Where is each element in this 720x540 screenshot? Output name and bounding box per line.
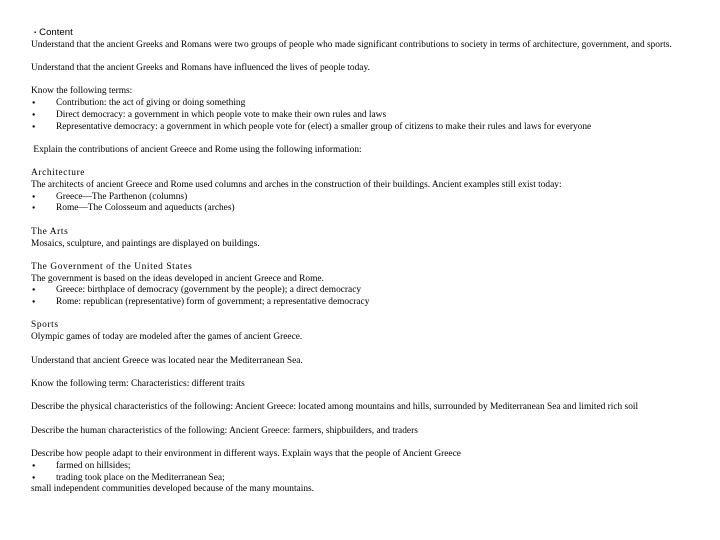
text-line: Know the following term: Characteristics: different traits — [31, 378, 245, 389]
term-item: ● Representative democracy: a government in which people vote for (elect) a smaller group of citizens to make their rules and laws for everyone — [31, 122, 691, 134]
section-heading-government: The Government of the United States — [31, 261, 193, 272]
content-heading — [34, 27, 691, 40]
list-item: ● Greece: birthplace of democracy (government by the people); a direct democracy — [31, 285, 691, 297]
text-line: Olympic games of today are modeled after the games of ancient Greece. — [31, 332, 303, 343]
list-item: ● trading took place on the Mediterranean Sea; — [31, 473, 691, 485]
text-line: The architects of ancient Greece and Rome used columns and arches in the construction of their buildings. Ancient examples still exist today: — [31, 180, 562, 191]
section-heading-arts: The Arts — [31, 226, 69, 237]
list-item: ● Rome: republican (representative) form of government; a representative democracy — [31, 297, 691, 309]
section-heading-architecture: Architecture — [31, 168, 86, 179]
term-item: ● Direct democracy: a government in which people vote to make their own rules and laws — [31, 110, 691, 122]
list-item: ● Rome—The Colosseum and aqueducts (arches) — [31, 203, 691, 215]
content-heading-text: Content — [39, 27, 73, 38]
text-line: Understand that ancient Greece was located near the Mediterranean Sea. — [31, 355, 303, 366]
text-line: Explain the contributions of ancient Greece and Rome using the following information: — [31, 144, 362, 155]
text-line: Describe the human characteristics of the following: Ancient Greece: farmers, shipbuilders, and traders — [31, 425, 418, 436]
text-line: small independent communities developed because of the many mountains. — [31, 484, 314, 495]
text-line: Describe how people adapt to their environment in different ways. Explain ways that the people of Ancient Greece — [31, 449, 461, 460]
term-item: ● Contribution: the act of giving or doing something — [31, 98, 691, 110]
terms-intro: Know the following terms: — [31, 86, 133, 97]
text-line: Understand that the ancient Greeks and Romans have influenced the lives of people today. — [31, 63, 370, 74]
text-line: Describe the physical characteristics of the following: Ancient Greece: located among mountains and hills, surrounded by Mediterranean Sea and limited rich soil — [31, 402, 639, 413]
content-body — [31, 27, 691, 496]
text-line: The government is based on the ideas developed in ancient Greece and Rome. — [31, 273, 324, 284]
bullet-icon: ▪ — [34, 30, 37, 36]
text-line: Mosaics, sculpture, and paintings are displayed on buildings. — [31, 238, 260, 249]
list-item: ● Greece—The Parthenon (columns) — [31, 192, 691, 204]
section-heading-sports: Sports — [31, 320, 59, 331]
list-item: ● farmed on hillsides; — [31, 461, 691, 473]
text-line: Understand that the ancient Greeks and Romans were two groups of people who made significant contributions to society in terms of architecture, government, and sports. — [31, 39, 672, 50]
